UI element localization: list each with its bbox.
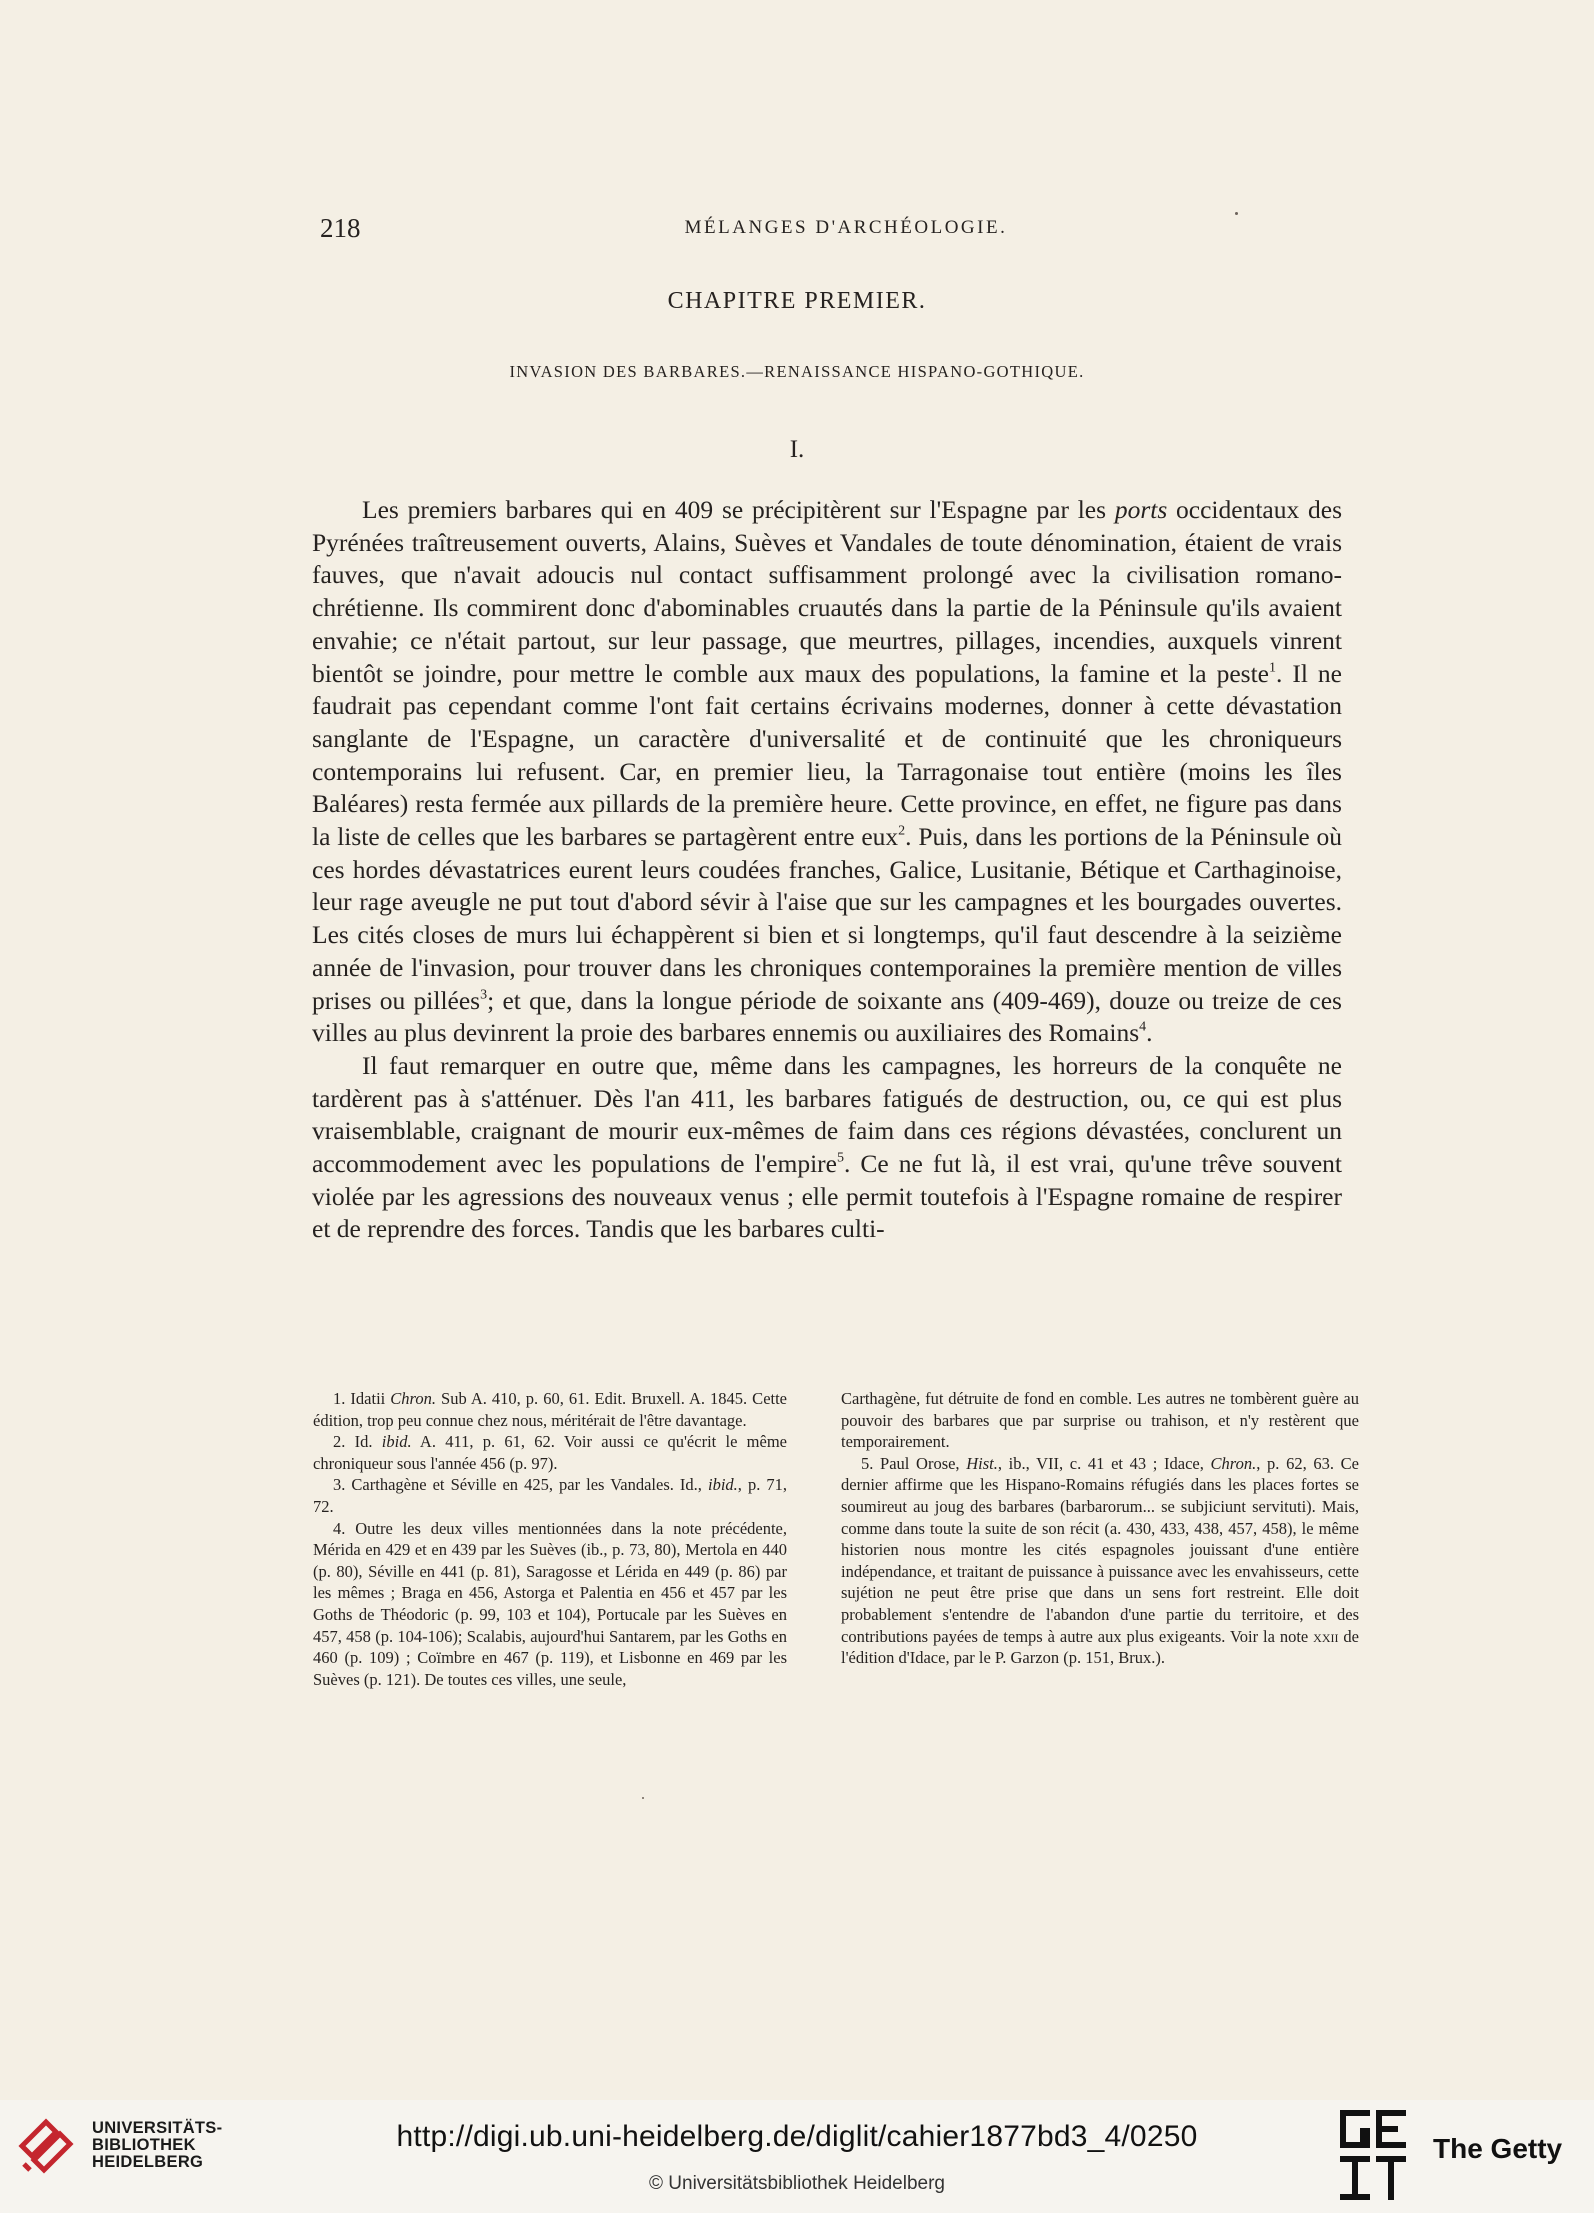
getty-logo-icon: [1338, 2108, 1410, 2204]
footnotes-right-column: [841, 1388, 1359, 1669]
footnote-4-continued: Carthagène, fut détruite de fond en comble. Les autres ne tombèrent guère au pouvoir des barbares que par surprise ou trahison, et n'y restèrent que temporairement.: [841, 1389, 1359, 1452]
body-text: [312, 494, 1342, 1246]
footnote-1: 1. Idatii Chron. Sub A. 410, p. 60, 61. Edit. Bruxell. A. 1845. Cette édition, trop peu connue chez nous, méritérait de l'être davantage.: [313, 1389, 788, 1430]
footnote-ref-5[interactable]: 5: [836, 1150, 844, 1166]
section-number: I.: [789, 436, 805, 463]
paragraph-1: Les premiers barbares qui en 409 se précipitèrent sur l'Espagne par les ports occidentaux des Pyrénées traîtreusement ouverts, Alains, Suèves et Vandales de toute dénomination, étaient de vrais fauves, que n'avait adoucis nul contact suffisamment prolongé avec la civilisation romano-chrétienne. Ils commirent donc d'abominables cruautés dans la partie de la Péninsule qu'ils avaient envahie; ce n'était partout, sur leur passage, que meurtres, pillages, incendies, auxquels vinrent bientôt se joindre, pour mettre le comble aux maux des populations, la famine et la peste$^1$. Il ne faudrait pas cependant comme l'ont fait certains écrivains modernes, donner à cette dévastation sanglante de l'Espagne, un caractère d'universalité et de continuité que les chroniqueurs contemporains lui refusent. Car, en premier lieu, la Tarragonaise tout entière (moins les îles Baléares) resta fermée aux pillards de la première heure. Cette province, en effet, ne figure pas dans la liste de celles que les barbares se partagèrent entre eux$^2$. Puis, dans les portions de la Péninsule où ces hordes dévastatrices eurent leurs coudées franches, Galice, Lusitanie, Bétique et Carthaginoise, leur rage aveugle ne put tout d'abord sévir à l'aise que sur les campagnes et les bourgades ouvertes. Les cités closes de murs lui échappèrent si bien et si longtemps, qu'il faut descendre à la seizième année de l'invasion, pour trouver dans les chroniques contemporaines la première mention de villes prises ou pillées$^3$; et que, dans la longue période de soixante ans (409-469), douze ou treize de ces villes au plus devinrent la proie des barbares ennemis ou auxiliaires des Romains$^4$.: [312, 495, 1343, 1048]
paragraph-2: Il faut remarquer en outre que, même dans les campagnes, les horreurs de la conquête ne tardèrent pas à s'atténuer. Dès l'an 411, les barbares fatigués de destruction, ou, ce qui est plus vraisemblable, craignant de mourir eux-mêmes de faim dans ces régions dévastées, conclurent un accommodement avec les populations de l'empire$^5$. Ce ne fut là, il est vrai, qu'une trêve souvent violée par les agressions des nouveaux venus ; elle permit toutefois à l'Espagne romaine de respirer et de reprendre des forces. Tandis que les barbares culti-: [312, 1050, 1342, 1244]
running-title: MÉLANGES D'ARCHÉOLOGIE.: [684, 217, 1008, 238]
paper-speck: [642, 1797, 644, 1799]
footnote-3: 3. Carthagène et Séville en 425, par les Vandales. Id., ibid., p. 71, 72.: [313, 1475, 788, 1516]
viewer-footer: [0, 2100, 1594, 2213]
footnote-2: 2. Id. ibid. A. 411, p. 61, 62. Voir aussi ce qu'écrit le même chroniqueur sous l'année 456 (p. 97).: [313, 1432, 787, 1473]
footnote-ref-2[interactable]: 2: [898, 823, 906, 839]
footnote-5: 5. Paul Orose, Hist., ib., VII, c. 41 et 43 ; Idace, Chron., p. 62, 63. Ce dernier affirme que les Hispano-Romains réfugiés dans les places fortes se soumireut au joug des barbares (barbarorum... se subjiciunt servituti). Mais, comme dans toute la suite de son récit (a. 430, 433, 438, 457, 458), le même historien nous montre les cités espagnoles jouissant d'une entière indépendance, et traitant de puissance à puissance avec les envahisseurs, cette sujétion ne peut être prise que dans un sens fort restreint. Elle doit probablement s'entendre de l'abandon d'une partie du territoire, et des contributions payées de temps à autre aux plus exigeants. Voir la note xxii de l'édition d'Idace, par le P. Garzon (p. 151, Brux.).: [841, 1453, 1359, 1668]
getty-name: The Getty: [1433, 2133, 1563, 2164]
running-head: [320, 213, 1372, 253]
chapter-subtitle: INVASION DES BARBARES.—RENAISSANCE HISPANO-GOTHIQUE.: [509, 362, 1085, 381]
footnote-ref-4[interactable]: 4: [1139, 1019, 1147, 1035]
footnote-4: 4. Outre les deux villes mentionnées dans la note précédente, Mérida en 429 et en 439 par les Suèves (ib., p. 73, 80), Mertola en 440 (p. 80), Séville en 441 (p. 81), Saragosse et Lérida en 449 (p. 86) par les mêmes ; Braga en 456, Astorga et Palentia en 456 et 457 par les Goths de Théodoric (p. 99, 103 et 104), Portucale par les Suèves en 457, 458 (p. 104-106); Scalabis, aujourd'hui Santarem, par les Goths en 460 (p. 109) ; Coïmbre en 467 (p. 119), et Lisbonne en 469 par les Suèves (p. 121). De toutes ces villes, une seule,: [313, 1518, 787, 1689]
copyright-notice: © Universitätsbibliothek Heidelberg: [649, 2173, 945, 2194]
chapter-title: CHAPITRE PREMIER.: [667, 288, 927, 314]
permalink-url[interactable]: http://digi.ub.uni-heidelberg.de/diglit/cahier1877bd3_4/0250: [396, 2120, 1198, 2153]
footnote-ref-3[interactable]: 3: [480, 987, 488, 1003]
footnote-ref-1[interactable]: 1: [1269, 660, 1277, 675]
university-library-name: UNIVERSITÄTS- BIBLIOTHEK HEIDELBERG: [92, 2119, 223, 2171]
paper-speck: [1235, 212, 1238, 215]
footnotes-left-column: [313, 1388, 787, 1690]
page-number: 218: [320, 213, 361, 243]
